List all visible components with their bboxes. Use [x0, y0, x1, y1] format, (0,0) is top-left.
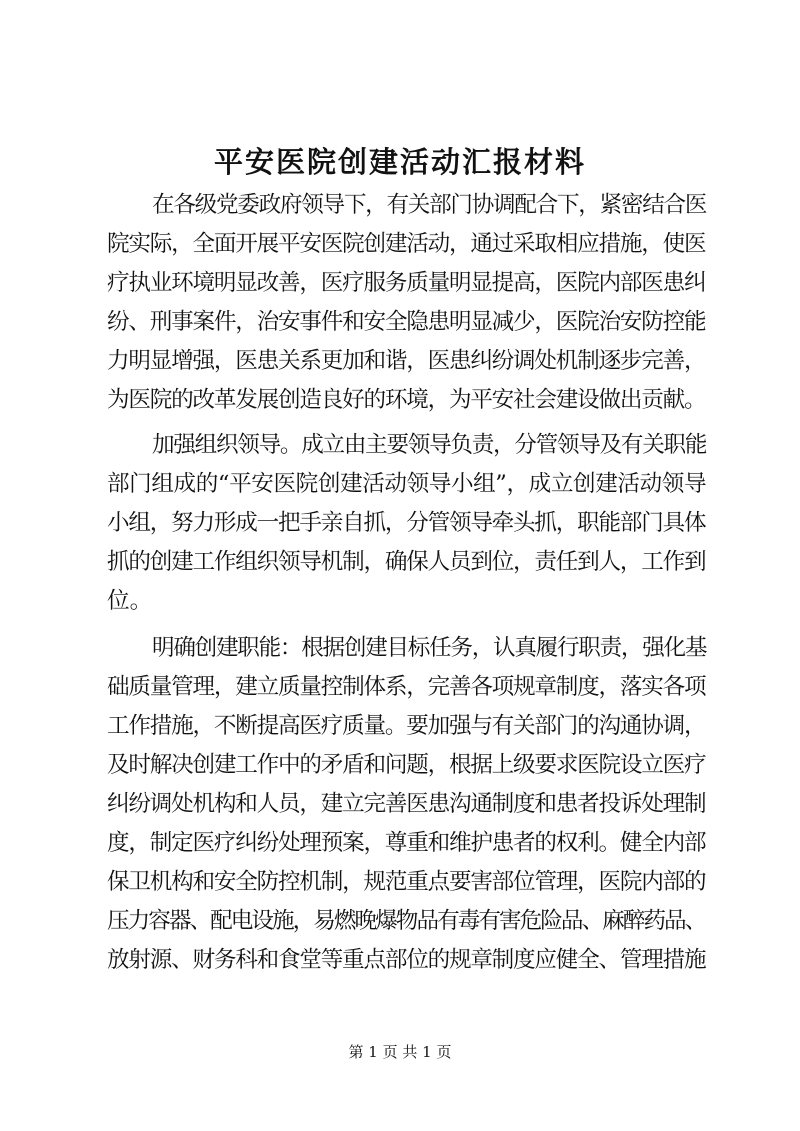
paragraph-2-line-2: 部门组成的“平安医院创建活动领导小组”，成立创建活动领导: [107, 471, 707, 497]
document-title: 平安医院创建活动汇报材料: [213, 145, 586, 179]
paragraph-3-line-1: 明确创建职能：根据创建目标任务，认真履行职责，强化基: [152, 635, 707, 661]
paragraph-2-line-5: 位。: [107, 588, 153, 614]
page-footer: 第 1 页 共 1 页: [348, 1043, 452, 1061]
paragraph-3-line-9: 放射源、财务科和食堂等重点部位的规章制度应健全、管理措施: [107, 947, 706, 973]
paragraph-3-line-2: 础质量管理，建立质量控制体系，完善各项规章制度，落实各项: [107, 674, 706, 700]
paragraph-1-line-3: 疗执业环境明显改善，医疗服务质量明显提高，医院内部医患纠: [107, 270, 706, 296]
paragraph-3-line-8: 压力容器、配电设施，易燃晚爆物品有毒有害危险品、麻醉药品、: [107, 908, 706, 934]
paragraph-3-line-3: 工作措施，不断提高医疗质量。要加强与有关部门的沟通协调，: [107, 713, 706, 739]
paragraph-3-line-4: 及时解决创建工作中的矛盾和问题，根据上级要求医院设立医疗: [107, 752, 706, 778]
paragraph-1-line-1: 在各级党委政府领导下，有关部门协调配合下，紧密结合医: [152, 192, 707, 218]
paragraph-1-line-2: 院实际，全面开展平安医院创建活动，通过采取相应措施，使医: [107, 231, 706, 257]
paragraph-3-line-5: 纠纷调处机构和人员，建立完善医患沟通制度和患者投诉处理制: [107, 791, 706, 817]
paragraph-3-line-7: 保卫机构和安全防控机制，规范重点要害部位管理，医院内部的: [107, 869, 706, 895]
paragraph-2-line-3: 小组，努力形成一把手亲自抓，分管领导牵头抓，职能部门具体: [107, 510, 706, 536]
paragraph-2-line-1: 加强组织领导。成立由主要领导负责，分管领导及有关职能: [152, 432, 707, 458]
paragraph-1-line-5: 力明显增强，医患关系更加和谐，医患纠纷调处机制逐步完善，: [107, 348, 706, 374]
paragraph-1-line-6: 为医院的改革发展创造良好的环境，为平安社会建设做出贡献。: [107, 387, 706, 413]
paragraph-2-line-4: 抓的创建工作组织领导机制，确保人员到位，责任到人，工作到: [107, 549, 706, 575]
paragraph-3-line-6: 度，制定医疗纠纷处理预案，尊重和维护患者的权利。健全内部: [107, 830, 706, 856]
paragraph-1-line-4: 纷、刑事案件，治安事件和安全隐患明显减少，医院治安防控能: [107, 309, 706, 335]
